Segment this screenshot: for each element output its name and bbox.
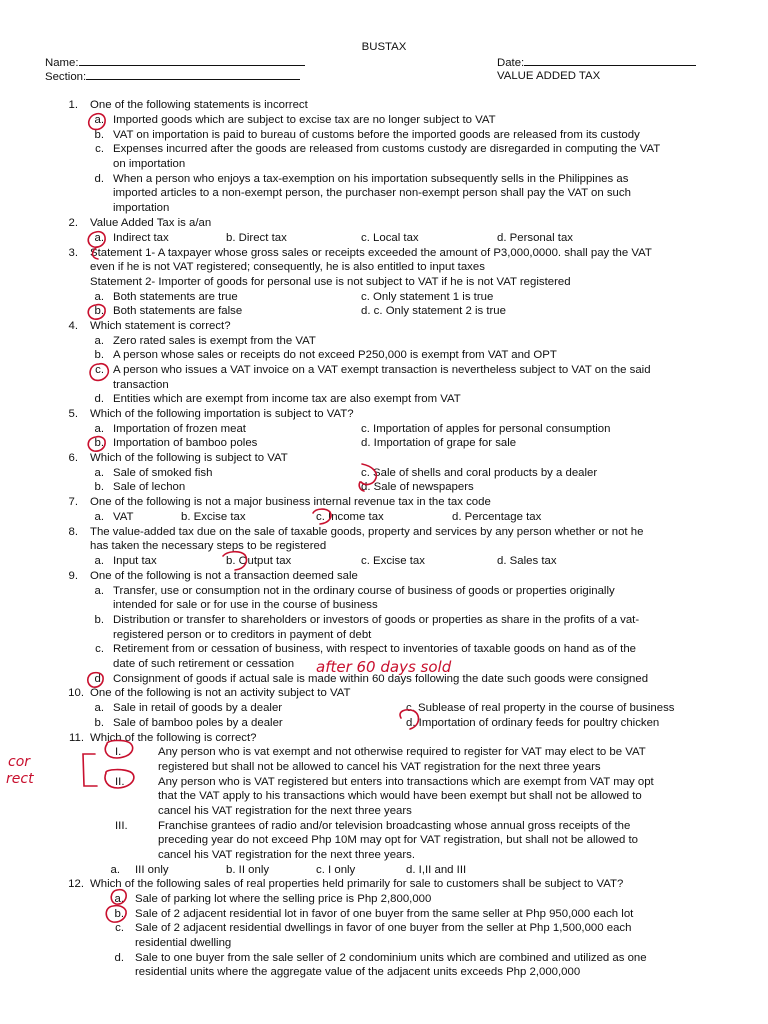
q2-b-text: b. Direct tax — [226, 232, 287, 244]
q4-b-letter: b. — [94, 349, 104, 361]
q6-text: Which of the following is subject to VAT — [90, 452, 288, 464]
q5-a-text: Importation of frozen meat — [113, 423, 246, 435]
q12-d-text-cont: residential units where the aggregate value of the adjacent units exceeds Php 2,000,000 — [135, 966, 581, 978]
handwritten-side-2: rect — [6, 771, 34, 787]
q10-d-text: d. Importation of ordinary feeds for poultry chicken — [406, 717, 660, 729]
q11-i-text: Any person who is vat exempt and not otherwise required to register for VAT may elect to be VAT — [158, 746, 646, 758]
q11-iii-text: Franchise grantees of radio and/or television broadcasting whose annual gross receipts of the — [158, 820, 631, 832]
q10-a-text: Sale in retail of goods by a dealer — [113, 702, 283, 714]
q7-number: 7. — [68, 496, 78, 508]
q9-c-text-cont: date of such retirement or cessation — [113, 658, 295, 670]
topic-label: VALUE ADDED TAX — [497, 70, 601, 82]
q1-text: One of the following statements is incorrect — [90, 99, 308, 111]
q11-i-text-cont: registered but shall not be allowed to cancel his VAT registration for the next three years — [158, 761, 601, 773]
q5-d-text: d. Importation of grape for sale — [361, 437, 517, 449]
q3-d-text: d. c. Only statement 2 is true — [361, 305, 506, 317]
q5-number: 5. — [68, 408, 78, 420]
q4-a-letter: a. — [94, 335, 104, 347]
q4-number: 4. — [68, 320, 78, 332]
section-blank — [86, 69, 300, 80]
q11-d-text: d. I,II and III — [406, 864, 467, 876]
q2-c-text: c. Local tax — [361, 232, 419, 244]
q11-a-letter: a. — [110, 864, 120, 876]
q12-number: 12. — [68, 878, 84, 890]
q9-b-text-cont: registered person or to creditors in payment of debt — [113, 629, 372, 641]
q6-number: 6. — [68, 452, 78, 464]
q8-c-text: c. Excise tax — [361, 555, 425, 567]
q3-statement2: Statement 2- Importer of goods for personal use is not subject to VAT if he is not VAT registered — [90, 276, 571, 288]
handwritten-side-1: cor — [8, 754, 31, 770]
q4-d-letter: d. — [94, 393, 104, 405]
q3-a-letter: a. — [94, 291, 104, 303]
q1-a-letter: a. — [94, 114, 104, 126]
q12-b-text: Sale of 2 adjacent residential lot in favor of one buyer from the same seller at Php 950,000 each lot — [135, 908, 634, 920]
section-label: Section: — [45, 71, 87, 83]
q10-b-letter: b. — [94, 717, 104, 729]
q12-c-text-cont: residential dwelling — [135, 937, 232, 949]
q6-c-text: c. Sale of shells and coral products by a dealer — [361, 467, 598, 479]
q12-b-letter: b. — [114, 908, 124, 920]
q10-number: 10. — [68, 687, 84, 699]
q1-b-text: VAT on importation is paid to bureau of customs before the imported goods are released from its custody — [113, 129, 640, 141]
q11-ii-text-cont: that the VAT apply to his transactions which would have been exempt but shall not be allowed to — [158, 790, 642, 802]
q9-text: One of the following is not a transaction deemed sale — [90, 570, 358, 582]
date-blank — [524, 55, 696, 66]
q1-c-text-cont: on importation — [113, 158, 186, 170]
q3-text: Statement 1- A taxpayer whose gross sales or receipts exceeded the amount of P3,000,0000. shall pay the VAT — [90, 247, 652, 259]
q8-text-cont: has taken the necessary steps to be registered — [90, 540, 327, 552]
q9-b-text: Distribution or transfer to shareholders or investors of goods or properties as share in the profits of a vat- — [113, 614, 640, 626]
q12-a-letter: a. — [114, 893, 124, 905]
q3-c-text: c. Only statement 1 is true — [361, 291, 494, 303]
q3-number: 3. — [68, 247, 78, 259]
name-label: Name: — [45, 57, 79, 69]
handwritten-note: after 60 days sold — [316, 658, 452, 676]
q9-d-letter: d. — [94, 673, 104, 685]
q5-a-letter: a. — [94, 423, 104, 435]
q11-a-text: III only — [135, 864, 169, 876]
q12-d-letter: d. — [114, 952, 124, 964]
q12-d-text: Sale to one buyer from the sale seller of 2 condominium units which are combined and utilized as one — [135, 952, 647, 964]
q1-c-letter: c. — [95, 143, 104, 155]
q7-d-text: d. Percentage tax — [452, 511, 542, 523]
q9-d-text: Consignment of goods if actual sale is made within 60 days following the date such goods were consigned — [113, 673, 649, 685]
q9-c-text: Retirement from or cessation of business, with respect to inventories of taxable goods on hand as of the — [113, 643, 636, 655]
q4-a-text: Zero rated sales is exempt from the VAT — [113, 335, 316, 347]
q12-text: Which of the following sales of real properties held primarily for sale to customers shall be subject to VAT? — [90, 878, 624, 890]
q2-a-letter: a. — [94, 232, 104, 244]
q7-c-text: c. Income tax — [316, 511, 384, 523]
q9-b-letter: b. — [94, 614, 104, 626]
q12-c-letter: c. — [115, 922, 124, 934]
q4-c-text: A person who issues a VAT invoice on a VAT exempt transaction is nevertheless subject to VAT on the said — [113, 364, 651, 376]
q11-number: 11. — [69, 732, 84, 744]
q11-iii-numeral: III. — [115, 820, 128, 832]
q11-ii-numeral: II. — [115, 776, 125, 788]
q3-a-text: Both statements are true — [113, 291, 238, 303]
q9-a-text-cont: intended for sale or for use in the course of business — [113, 599, 378, 611]
q11-ii-text-cont2: cancel his VAT registration for the next three years — [158, 805, 412, 817]
q6-a-text: Sale of smoked fish — [113, 467, 213, 479]
q5-b-text: Importation of bamboo poles — [113, 437, 258, 449]
q3-b-text: Both statements are false — [113, 305, 243, 317]
q5-b-letter: b. — [94, 437, 104, 449]
q9-a-text: Transfer, use or consumption not in the ordinary course of business of goods or properties originally — [113, 585, 615, 597]
q3-b-letter: b. — [94, 305, 104, 317]
q8-a-letter: a. — [94, 555, 104, 567]
q1-d-text: When a person who enjoys a tax-exemption on his importation subsequently sells in the Philippines as — [113, 173, 629, 185]
q10-c-text: c. Sublease of real property in the course of business — [406, 702, 675, 714]
q1-b-letter: b. — [94, 129, 104, 141]
q1-c-text: Expenses incurred after the goods are released from customs custody are disregarded in computing the VAT — [113, 143, 661, 155]
q2-number: 2. — [68, 217, 78, 229]
q8-number: 8. — [68, 526, 78, 538]
q1-number: 1. — [68, 99, 78, 111]
q8-b-text: b. Output tax — [226, 555, 292, 567]
q12-a-text: Sale of parking lot where the selling price is Php 2,800,000 — [135, 893, 432, 905]
q8-text: The value-added tax due on the sale of taxable goods, property and services by any person whether or not he — [90, 526, 644, 538]
q6-b-text: Sale of lechon — [113, 481, 186, 493]
q6-b-letter: b. — [94, 481, 104, 493]
q4-text: Which statement is correct? — [90, 320, 231, 332]
q1-d-text-cont: imported articles to a non-exempt person, the purchaser non-exempt person shall pay the VAT on such — [113, 187, 631, 199]
q4-b-text: A person whose sales or receipts do not exceed P250,000 is exempt from VAT and OPT — [113, 349, 557, 361]
bracket-q11 — [83, 754, 97, 786]
q11-text: Which of the following is correct? — [90, 732, 257, 744]
q10-a-letter: a. — [94, 702, 104, 714]
q7-a-letter: a. — [94, 511, 104, 523]
date-label: Date: — [497, 57, 525, 69]
q3-text-cont: even if he is not VAT registered; consequently, he is also entitled to input taxes — [90, 261, 485, 273]
q4-c-text-cont: transaction — [113, 379, 169, 391]
q11-ii-text: Any person who is VAT registered but enters into transactions which are exempt from VAT may opt — [158, 776, 654, 788]
q8-a-text: Input tax — [113, 555, 157, 567]
q2-a-text: Indirect tax — [113, 232, 169, 244]
q10-b-text: Sale of bamboo poles by a dealer — [113, 717, 283, 729]
section-field — [45, 69, 300, 85]
q7-a-text: VAT — [113, 511, 134, 523]
q10-text: One of the following is not an activity subject to VAT — [90, 687, 351, 699]
q8-d-text: d. Sales tax — [497, 555, 557, 567]
q4-d-text: Entities which are exempt from income tax are also exempt from VAT — [113, 393, 461, 405]
q11-c-text: c. I only — [316, 864, 356, 876]
q5-text: Which of the following importation is subject to VAT? — [90, 408, 354, 420]
q4-c-letter: c. — [95, 364, 104, 376]
q11-b-text: b. II only — [226, 864, 270, 876]
q11-iii-text-cont2: cancel his VAT registration for the next three years. — [158, 849, 416, 861]
q11-iii-text-cont: preceding year do not exceed Php 10M may opt for VAT registration, but shall not be allowed to — [158, 834, 638, 846]
q12-c-text: Sale of 2 adjacent residential dwellings in favor of one buyer from the seller at Php 1,500,000 each — [135, 922, 632, 934]
q2-text: Value Added Tax is a/an — [90, 217, 212, 229]
q1-a-text: Imported goods which are subject to excise tax are no longer subject to VAT — [113, 114, 496, 126]
q2-d-text: d. Personal tax — [497, 232, 573, 244]
q5-c-text: c. Importation of apples for personal consumption — [361, 423, 611, 435]
q9-c-letter: c. — [95, 643, 104, 655]
name-blank — [79, 55, 305, 66]
q6-d-text: d. Sale of newspapers — [361, 481, 474, 493]
q9-a-letter: a. — [94, 585, 104, 597]
q7-text: One of the following is not a major business internal revenue tax in the tax code — [90, 496, 491, 508]
q7-b-text: b. Excise tax — [181, 511, 246, 523]
q1-d-letter: d. — [94, 173, 104, 185]
q1-d-text-cont2: importation — [113, 202, 170, 214]
q9-number: 9. — [68, 570, 78, 582]
q6-a-letter: a. — [94, 467, 104, 479]
q11-i-numeral: I. — [115, 746, 122, 758]
document-title: BUSTAX — [361, 41, 407, 53]
